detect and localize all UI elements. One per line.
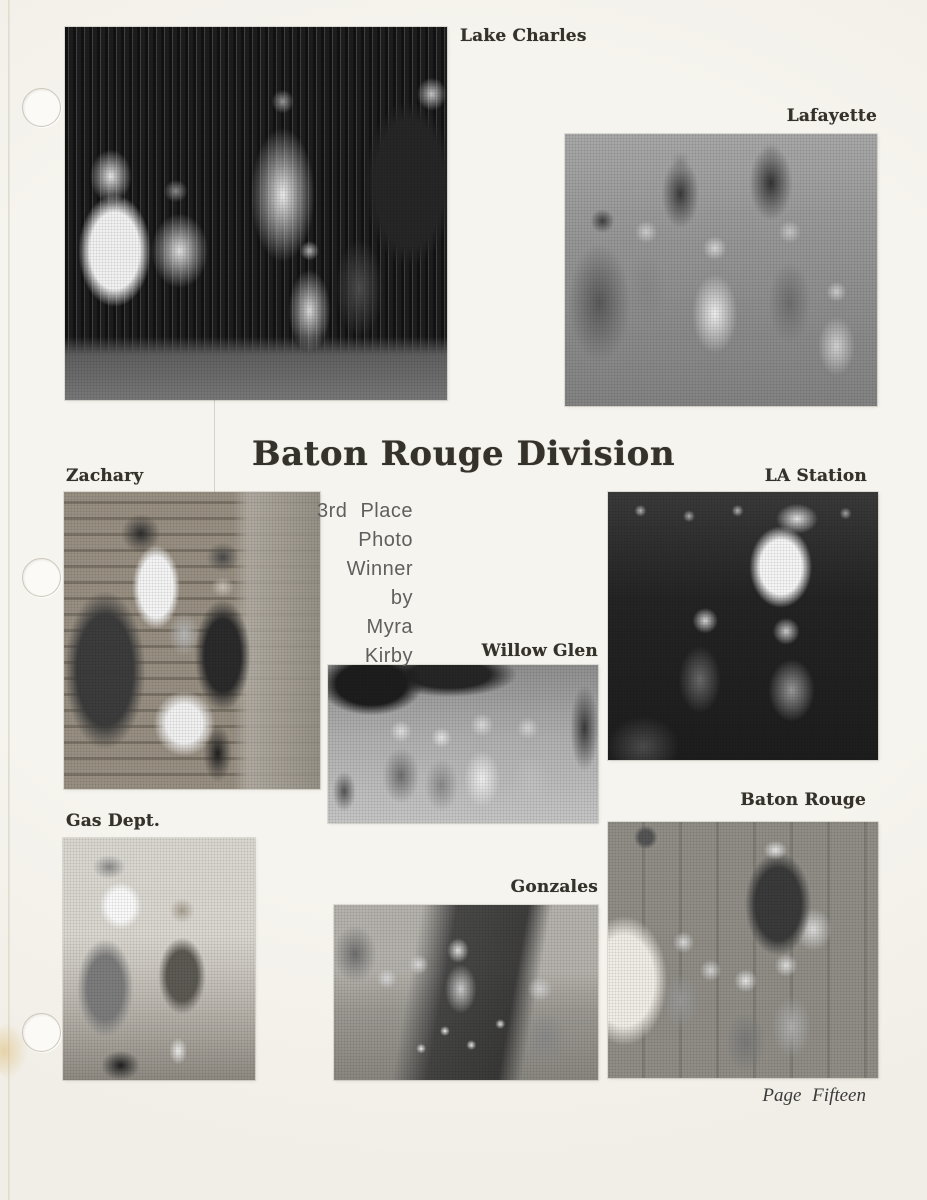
- punch-hole-middle: [22, 558, 61, 597]
- photo-label-gonzales: Gonzales: [510, 877, 598, 897]
- award-caption-line: Myra: [366, 616, 413, 638]
- award-caption-line: Kirby: [364, 645, 413, 667]
- page-edge-line: [8, 0, 10, 1200]
- photo-label-willow-glen: Willow Glen: [481, 641, 598, 661]
- photo-zachary: [64, 492, 320, 789]
- photo-label-lafayette: Lafayette: [786, 106, 877, 126]
- award-caption-line: Photo: [358, 529, 413, 551]
- photo-la-station: [608, 492, 878, 760]
- photo-label-zachary: Zachary: [66, 466, 144, 486]
- punch-hole-bottom: [22, 1013, 61, 1052]
- award-caption-line: 3rd Place: [317, 500, 413, 522]
- photo-lafayette: [565, 134, 877, 406]
- page-number: Page Fifteen: [762, 1085, 866, 1106]
- photo-lake-charles: [65, 27, 447, 400]
- page-heading: Baton Rouge Division: [251, 434, 676, 474]
- award-caption-line: Winner: [346, 558, 413, 580]
- punch-hole-top: [22, 88, 61, 127]
- award-caption-line: by: [390, 587, 413, 609]
- photo-label-lake-charles: Lake Charles: [460, 26, 587, 46]
- photo-baton-rouge: [608, 822, 878, 1078]
- photo-label-gas-dept: Gas Dept.: [66, 811, 161, 831]
- photo-label-la-station: LA Station: [764, 466, 867, 486]
- award-caption: [283, 497, 413, 671]
- photo-label-baton-rouge: Baton Rouge: [740, 790, 866, 810]
- photo-gas-dept: [63, 838, 255, 1080]
- photo-gonzales: [334, 905, 598, 1080]
- photo-willow-glen: [328, 665, 598, 823]
